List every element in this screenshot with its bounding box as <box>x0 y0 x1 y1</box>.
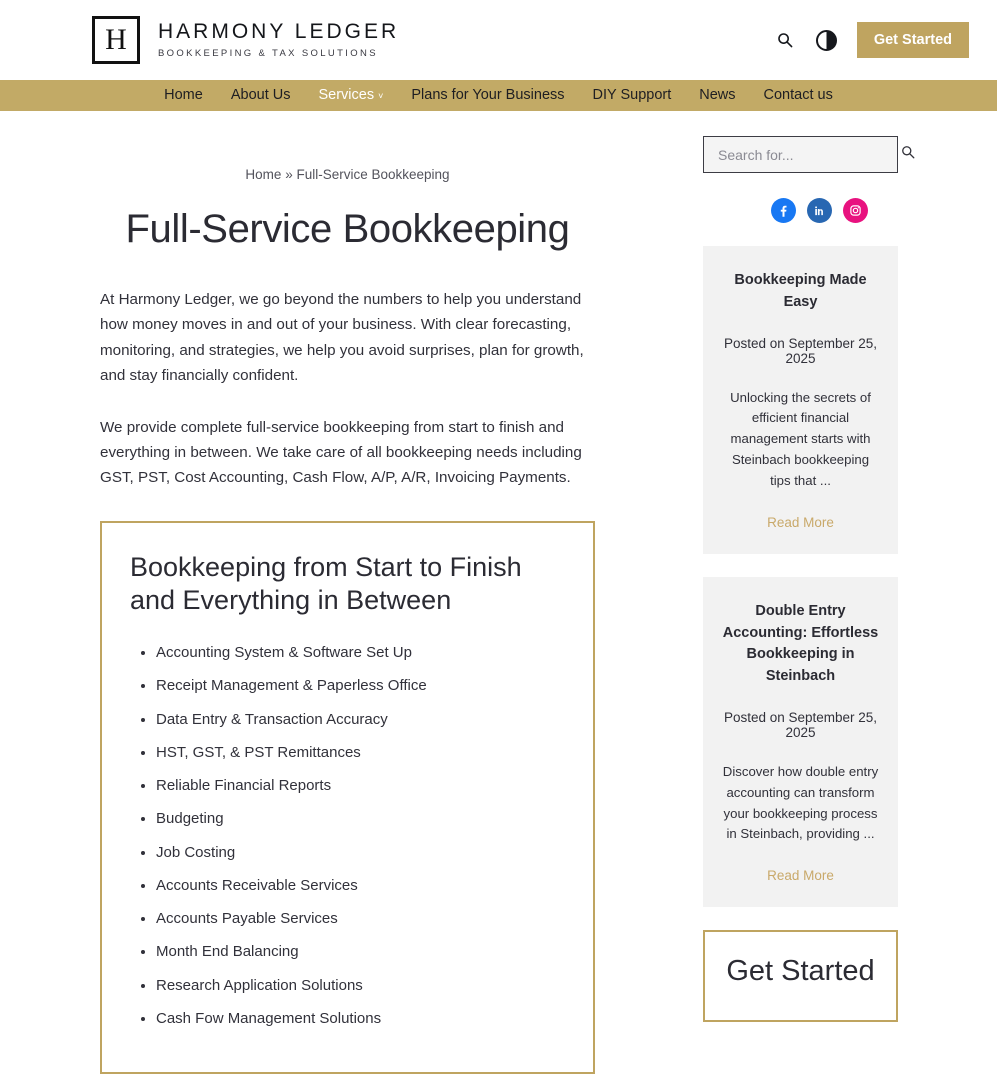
list-item: • Month End Balancing <box>156 942 565 962</box>
nav-item-about-us[interactable] <box>217 80 305 111</box>
sidebar <box>695 111 997 1074</box>
main-navigation <box>0 80 997 111</box>
nav-item-plans-for-your-business[interactable] <box>397 80 578 111</box>
recent-post-card[interactable] <box>703 246 898 554</box>
nav-item-news[interactable] <box>685 80 749 111</box>
post-excerpt: Unlocking the secrets of efficient financial management starts with Steinbach bookkeeping tips that ... <box>730 389 871 488</box>
cta-card-title: Get Started <box>726 955 875 988</box>
intro-paragraph-2: We provide complete full-service bookkeeping from start to finish and everything in between. We take care of all bookkeeping needs including GST, PST, Cost Accounting, Cash Flow, A/P, A/R, Invoicing Payments. <box>100 418 582 487</box>
nav-item-label: DIY Support <box>592 87 672 103</box>
nav-item-home[interactable] <box>150 80 217 111</box>
social-links <box>703 198 935 223</box>
post-excerpt: Discover how double entry accounting can transform your bookkeeping process in Steinbach, providing ... <box>722 763 879 842</box>
post-date: Posted on September 25, 2025 <box>723 335 878 366</box>
nav-item-label: Home <box>164 87 203 103</box>
list-item: • HST, GST, & PST Remittances <box>156 743 565 763</box>
sidebar-get-started-card[interactable] <box>703 930 898 1021</box>
nav-item-label: Plans for Your Business <box>411 87 565 103</box>
recent-post-card[interactable] <box>703 577 898 907</box>
list-item: • Accounts Receivable Services <box>156 876 565 896</box>
nav-item-services[interactable] <box>304 80 397 111</box>
brand-tagline: BOOKKEEPING & TAX SOLUTIONS <box>158 48 378 60</box>
brand-logo[interactable] <box>92 16 399 64</box>
dark-mode-toggle-icon[interactable] <box>816 30 837 51</box>
search-box[interactable] <box>703 136 898 173</box>
sidebar-search <box>703 136 935 173</box>
post-title: Bookkeeping Made Easy <box>734 272 867 310</box>
nav-item-label: Services <box>318 87 375 103</box>
read-more-link[interactable]: Read More <box>767 514 834 530</box>
facebook-icon[interactable] <box>771 198 796 223</box>
services-feature-box <box>100 521 595 1074</box>
search-icon[interactable] <box>901 145 915 164</box>
nav-item-contact-us[interactable] <box>750 80 847 111</box>
nav-item-diy-support[interactable] <box>579 80 686 111</box>
breadcrumb-home-link[interactable]: Home <box>245 167 282 182</box>
list-item: • Cash Fow Management Solutions <box>156 1009 565 1029</box>
read-more-link[interactable]: Read More <box>767 868 834 884</box>
nav-item-label: News <box>699 87 736 103</box>
list-item: • Data Entry & Transaction Accuracy <box>156 710 565 730</box>
breadcrumb-separator: » <box>285 167 293 182</box>
page-title: Full-Service Bookkeeping <box>125 207 570 251</box>
breadcrumb-current: Full-Service Bookkeeping <box>296 167 450 182</box>
list-item: • Receipt Management & Paperless Office <box>156 676 565 696</box>
list-item: • Budgeting <box>156 809 565 829</box>
list-item: • Research Application Solutions <box>156 976 565 996</box>
list-item: • Reliable Financial Reports <box>156 776 565 796</box>
breadcrumb <box>0 111 695 182</box>
services-list <box>130 643 565 1029</box>
chevron-down-icon: ˅ <box>378 91 384 101</box>
feature-box-title: Bookkeeping from Start to Finish and Everything in Between <box>130 551 522 615</box>
nav-item-label: About Us <box>230 87 291 103</box>
site-header <box>0 0 997 80</box>
post-date: Posted on September 25, 2025 <box>723 709 878 740</box>
brand-name: HARMONY LEDGER <box>158 19 400 43</box>
instagram-icon[interactable] <box>843 198 868 223</box>
page-body <box>0 111 997 1074</box>
main-content <box>0 111 695 1074</box>
linkedin-icon[interactable] <box>807 198 832 223</box>
list-item: • Accounts Payable Services <box>156 909 565 929</box>
logo-monogram-icon: H <box>92 16 140 64</box>
intro-paragraph-1: At Harmony Ledger, we go beyond the numbers to help you understand how money moves in and out of your business. With clear forecasting, monitoring, and strategies, we help you avoid surprises, plan for growth, and stay financially confident. <box>100 291 584 385</box>
search-icon[interactable] <box>774 29 796 51</box>
header-actions <box>774 22 969 59</box>
get-started-button[interactable]: Get Started <box>857 22 969 59</box>
list-item: • Job Costing <box>156 843 565 863</box>
search-input[interactable] <box>716 146 901 164</box>
post-title: Double Entry Accounting: Effortless Bookkeeping in Steinbach <box>722 602 879 685</box>
brand-text-block <box>158 21 399 59</box>
nav-item-label: Contact us <box>763 87 833 103</box>
list-item: • Accounting System & Software Set Up <box>156 643 565 663</box>
